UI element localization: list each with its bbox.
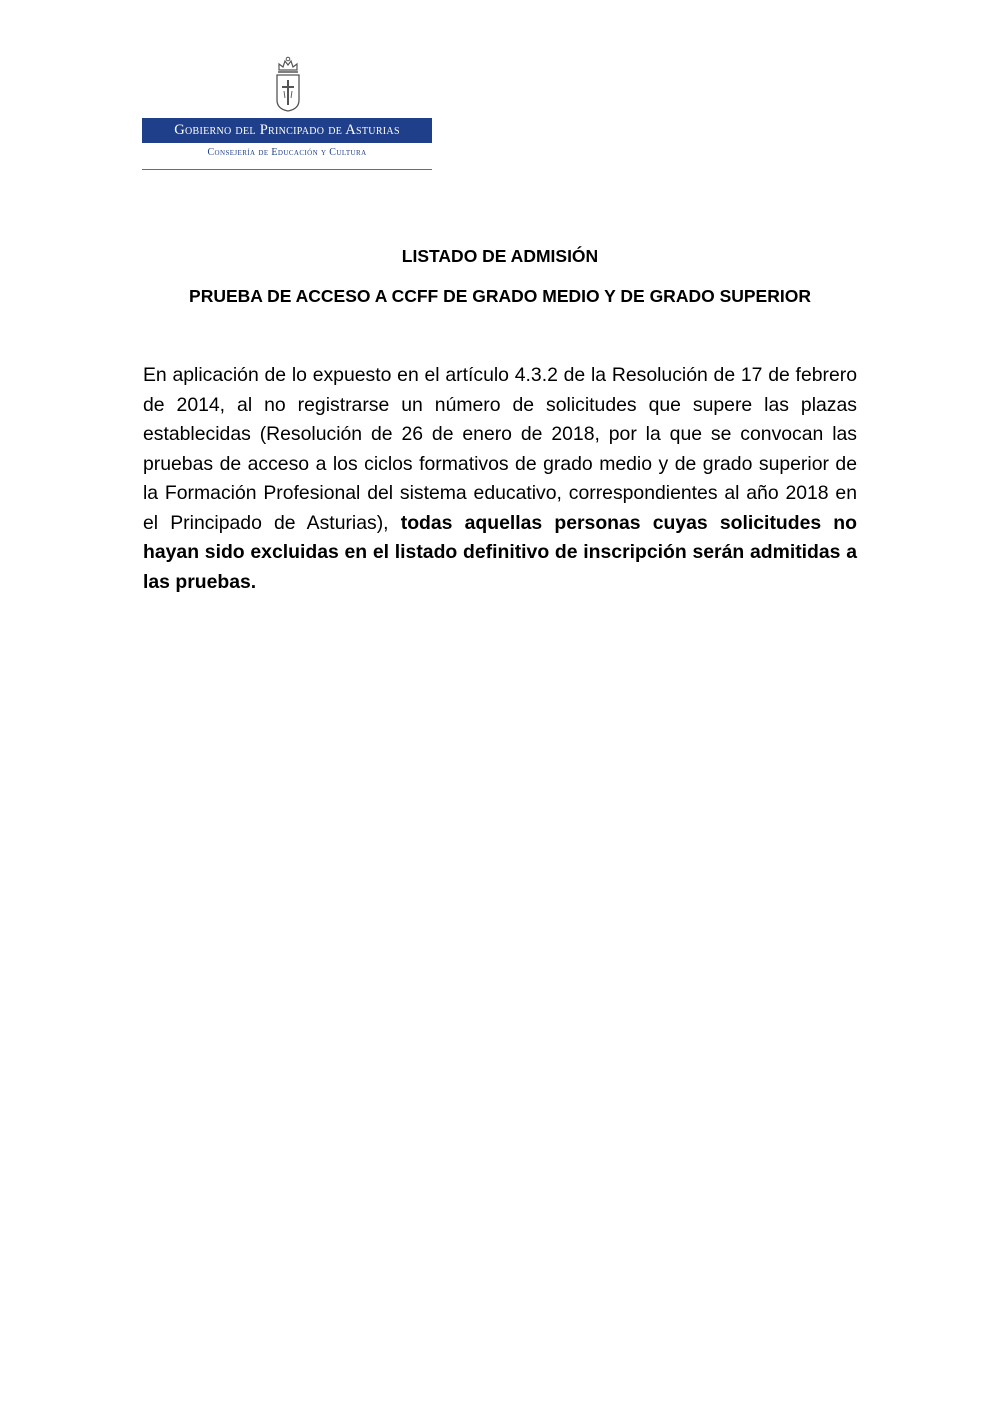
document-title: LISTADO DE ADMISIÓN <box>401 246 599 266</box>
government-name-banner: Gobierno del Principado de Asturias <box>142 118 432 143</box>
department-name: Consejería de Educación y Cultura <box>207 147 367 158</box>
document-body <box>143 361 857 597</box>
body-text-regular: En aplicación de lo expuesto en el artículo 4.3.2 de la Resolución de 17 de febrero de 2014, al no registrarse un número de solicitudes que supere las plazas establecidas (Resolución de 26 de enero de 2018, por la que se convocan las pruebas de acceso a los ciclos formativos de grado medio y de grado superior de la Formación Profesional del sistema educativo, correspondientes al año 2018 en el Principado de Asturias), <box>143 364 857 534</box>
document-subtitle: PRUEBA DE ACCESO A CCFF DE GRADO MEDIO Y DE GRADO SUPERIOR <box>189 286 811 306</box>
institution-logo <box>142 56 434 174</box>
logo-divider <box>142 169 432 170</box>
coat-of-arms-icon <box>273 56 303 112</box>
body-text-bold: todas aquellas personas cuyas solicitudes no hayan sido excluidas en el listado definitivo de inscripción serán admitidas a las pruebas. <box>143 511 857 593</box>
